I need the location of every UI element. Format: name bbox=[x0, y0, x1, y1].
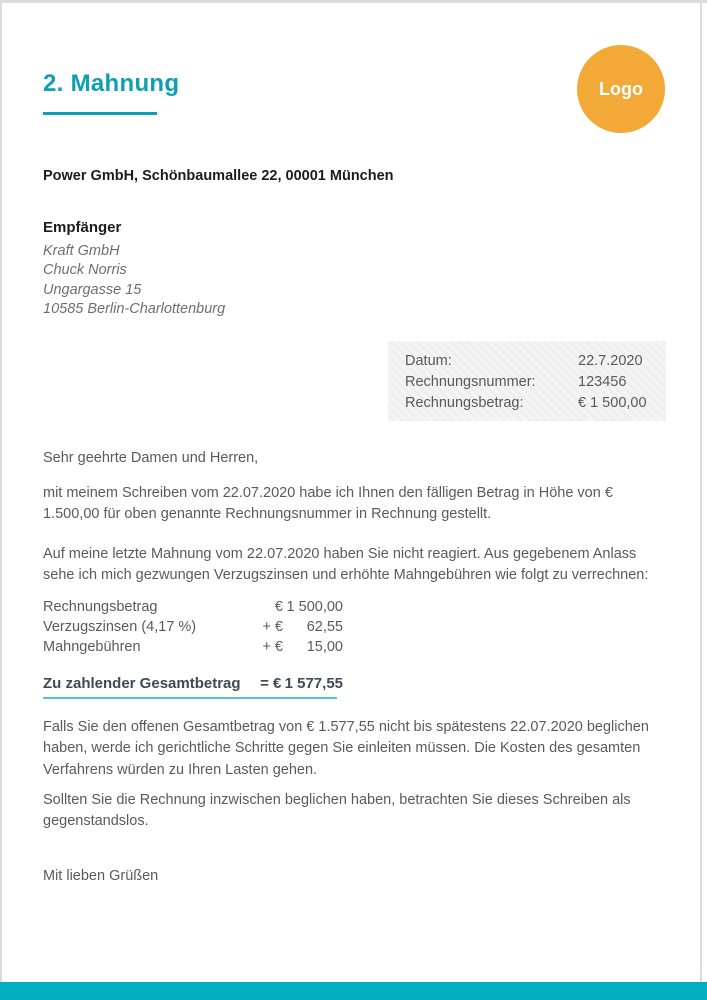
sender-address-line: Power GmbH, Schönbaumallee 22, 00001 München bbox=[43, 168, 394, 184]
amount-label: Rechnungsbetrag bbox=[43, 599, 158, 615]
paragraph-disregard-note: Sollten Sie die Rechnung inzwischen beglichen haben, betrachten Sie dieses Schreiben als gegenstandslos. bbox=[43, 792, 631, 830]
signoff: Mit lieben Grüßen bbox=[43, 868, 159, 884]
amount-row-invoice bbox=[43, 598, 343, 618]
paragraph-invoice-reference: mit meinem Schreiben vom 22.07.2020 habe ich Ihnen den fälligen Betrag in Höhe von € 1.500,00 für oben genannte Rechnungsnummer in Rechnung gestellt. bbox=[43, 485, 613, 523]
info-value-date: 22.7.2020 bbox=[578, 353, 643, 369]
info-row-invoice-number bbox=[405, 372, 666, 393]
logo-text: Logo bbox=[599, 78, 643, 99]
amount-operator: + € bbox=[262, 618, 283, 635]
letter-title: 2. Mahnung bbox=[43, 70, 180, 97]
amount-operator: € bbox=[274, 599, 283, 615]
total-row bbox=[43, 675, 343, 692]
total-label: Zu zahlender Gesamtbetrag bbox=[43, 675, 241, 692]
amounts-table bbox=[43, 598, 343, 657]
paragraph-reminder-notice: Auf meine letzte Mahnung vom 22.07.2020 haben Sie nicht reagiert. Aus gegebenem Anlass sehe ich mich gezwungen Verzugszinsen und erhöhte Mahngebühren wie folgt zu verrechnen: bbox=[43, 546, 649, 584]
amount-value: 15,00 bbox=[306, 638, 343, 655]
total-underline bbox=[43, 697, 337, 699]
amount-label: Mahngebühren bbox=[43, 638, 141, 655]
paragraph-legal-warning: Falls Sie den offenen Gesamtbetrag von € 1.577,55 nicht bis spätestens 22.07.2020 beglichen haben, werde ich gerichtliche Schritte gegen Sie einleiten müssen. Die Kosten des gesamten Verfahrens würden zu Ihren Lasten gehen. bbox=[43, 719, 649, 778]
recipient-name: Chuck Norris bbox=[43, 262, 127, 279]
title-underline bbox=[43, 112, 157, 115]
page-border-top bbox=[0, 0, 707, 3]
total-operator: = € bbox=[260, 675, 282, 692]
salutation: Sehr geehrte Damen und Herren, bbox=[43, 450, 259, 466]
info-value-invoice-amount: € 1 500,00 bbox=[578, 395, 647, 411]
recipient-company: Kraft GmbH bbox=[43, 243, 120, 259]
total-value: 1 577,55 bbox=[284, 675, 343, 692]
invoice-info-box bbox=[388, 341, 666, 421]
footer-accent-bar bbox=[0, 982, 707, 1000]
page-border-left bbox=[0, 0, 2, 982]
info-label-invoice-amount: Rechnungsbetrag: bbox=[405, 395, 524, 411]
amount-label: Verzugszinsen (4,17 %) bbox=[43, 618, 197, 635]
info-label-invoice-number: Rechnungsnummer: bbox=[405, 374, 536, 390]
amount-operator: + € bbox=[262, 638, 283, 655]
info-row-invoice-amount bbox=[405, 393, 666, 414]
amount-row-interest bbox=[43, 618, 343, 638]
amount-row-fees bbox=[43, 638, 343, 658]
amount-value: 1 500,00 bbox=[286, 599, 343, 615]
info-row-date bbox=[405, 351, 666, 372]
info-label-date: Datum: bbox=[405, 353, 452, 369]
info-value-invoice-number: 123456 bbox=[578, 374, 627, 390]
recipient-label: Empfänger bbox=[43, 219, 122, 236]
recipient-street: Ungargasse 15 bbox=[43, 281, 142, 298]
amount-value: 62,55 bbox=[306, 618, 343, 635]
page-border-right bbox=[700, 0, 702, 982]
company-logo bbox=[577, 45, 665, 133]
recipient-block bbox=[43, 219, 225, 319]
recipient-city: 10585 Berlin-Charlottenburg bbox=[43, 300, 226, 317]
